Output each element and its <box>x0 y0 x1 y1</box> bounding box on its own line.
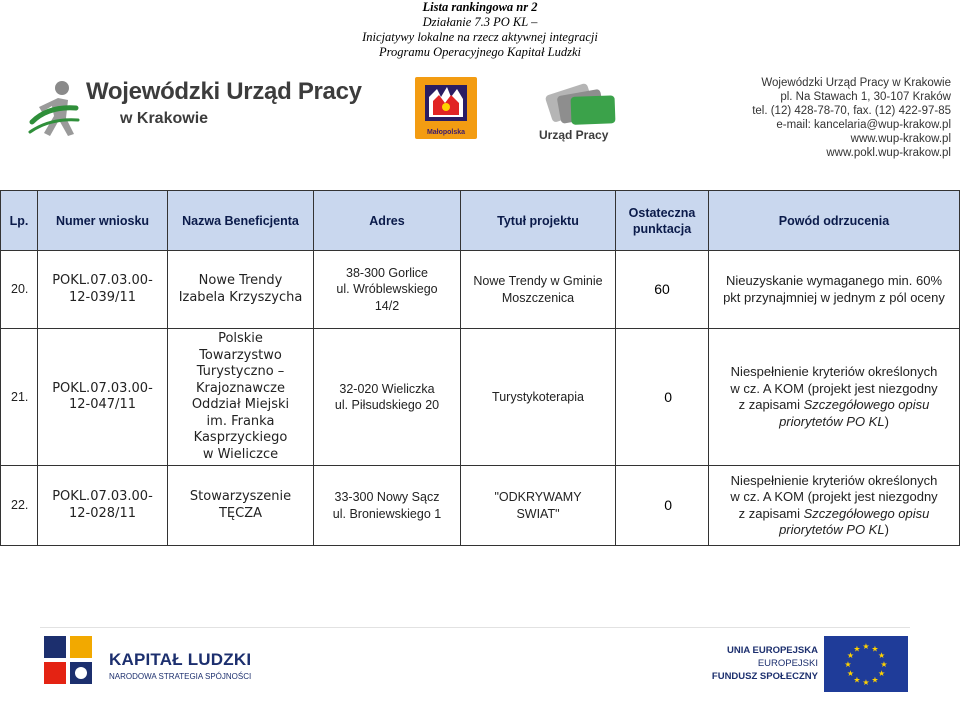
cell-tytul <box>461 251 616 329</box>
cell-text: Stowarzyszenie <box>189 489 292 504</box>
cell-text: POKL.07.03.00- <box>52 380 153 396</box>
malopolska-logo <box>415 77 477 139</box>
col-header-punktacja <box>616 191 709 251</box>
col-header-tytul: Tytuł projektu <box>461 191 616 251</box>
cell-text: 14/2 <box>374 298 400 313</box>
cell-text <box>712 397 956 414</box>
cell-text: 38-300 Gorlice <box>346 265 428 280</box>
kapital-ludzki-subtitle: NARODOWA STRATEGIA SPÓJNOŚCI <box>109 672 252 681</box>
cell-text: Kasprzyckiego <box>193 430 288 445</box>
cell-text: 12-039/11 <box>69 289 136 305</box>
cell-text: 33-300 Nowy Sącz <box>334 490 440 504</box>
cell-text <box>712 506 956 523</box>
measure-subtitle: Inicjatywy lokalne na rzecz aktywnej integracji <box>362 30 598 44</box>
eu-star-icon: ★ <box>862 678 870 687</box>
contact-block <box>691 76 951 160</box>
cell-numer <box>38 466 168 546</box>
cell-text: POKL.07.03.00- <box>52 489 153 504</box>
cell-text: Nowe Trendy <box>198 273 283 288</box>
cell-text: Polskie <box>218 331 263 346</box>
cell-text: Turystykoterapia <box>492 389 584 404</box>
cell-text: w cz. A KOM (projekt jest niezgodny <box>730 380 938 396</box>
measure-label: Działanie 7.3 PO KL – <box>422 15 538 29</box>
cell-text: ul. Piłsudskiego 20 <box>334 398 440 412</box>
cell-text-italic: Szczegółowego opisu <box>803 397 930 412</box>
cell-powod <box>709 251 960 329</box>
cell-text: pkt przynajmniej w jednym z pól oceny <box>723 289 945 305</box>
cell-text: Nowe Trendy w Gminie <box>473 274 603 288</box>
cell-text: im. Franka <box>206 413 275 429</box>
cell-text: 12-028/11 <box>69 505 136 521</box>
cell-text: Towarzystwo <box>199 347 282 363</box>
cell-text: ul. Wróblewskiego <box>336 282 438 297</box>
cell-text: Niespełnienie kryteriów określonych <box>730 472 938 488</box>
cell-text: Oddział Miejski <box>191 397 290 412</box>
wup-logo <box>28 74 378 154</box>
cell-text: ) <box>884 413 889 429</box>
table-row <box>1 329 960 466</box>
contact-address: pl. Na Stawach 1, 30-107 Kraków <box>780 91 951 103</box>
ranking-table <box>0 190 960 546</box>
cell-nazwa <box>168 466 314 546</box>
cell-text: ) <box>884 522 889 537</box>
eu-star-icon: ★ <box>878 651 886 660</box>
eu-flag-icon <box>824 636 908 692</box>
cell-text: z zapisami <box>738 397 804 412</box>
cell-text <box>712 414 956 431</box>
col-header-powod: Powód odrzucenia <box>709 191 960 251</box>
cell-adres <box>314 466 461 546</box>
cell-nazwa <box>168 329 314 466</box>
eu-star-icon: ★ <box>871 644 879 654</box>
cell-text: Niespełnienie kryteriów określonych <box>730 364 938 379</box>
cell-tytul <box>461 466 616 546</box>
eu-star-icon: ★ <box>871 675 879 685</box>
cell-text: Turystyczno – <box>196 364 285 379</box>
cell-text: z zapisami <box>738 505 804 521</box>
cell-punktacja: 60 <box>616 251 709 329</box>
eu-logo <box>708 636 918 692</box>
cell-lp: 21. <box>1 329 38 466</box>
eu-star-icon: ★ <box>846 651 854 660</box>
cell-text-italic: Szczegółowego opisu <box>803 505 930 521</box>
contact-email[interactable]: e-mail: kancelaria@wup-krakow.pl <box>776 119 951 131</box>
wup-name: Wojewódzki Urząd Pracy <box>86 78 362 105</box>
cell-lp: 20. <box>1 251 38 329</box>
document-header <box>300 0 660 60</box>
cell-text: TĘCZA <box>218 505 263 521</box>
cell-text-italic: priorytetów PO KL <box>779 522 885 537</box>
cell-adres <box>314 251 461 329</box>
eu-star-icon: ★ <box>880 660 888 669</box>
cell-text: "ODKRYWAMY <box>494 490 582 504</box>
cell-text: w Wieliczce <box>202 446 279 462</box>
cell-text: w cz. A KOM (projekt jest niezgodny <box>730 489 938 504</box>
running-figure-icon <box>28 78 84 150</box>
eu-stars-icon <box>824 636 908 692</box>
cell-text: SWIAT" <box>516 506 560 521</box>
eu-fund-line2: FUNDUSZ SPOŁECZNY <box>711 671 818 682</box>
cell-text: ul. Broniewskiego 1 <box>332 506 442 521</box>
contact-phone: tel. (12) 428-78-70, fax. (12) 422-97-85 <box>752 105 951 117</box>
urzad-pracy-label: Urząd Pracy <box>539 128 609 142</box>
cell-text: Moszczenica <box>501 290 575 305</box>
wup-city: w Krakowie <box>120 110 209 127</box>
cell-text: Nieuzyskanie wymaganego min. 60% <box>725 273 943 288</box>
cell-text: 12-047/11 <box>69 397 136 412</box>
footer-divider <box>40 627 910 628</box>
eu-star-icon: ★ <box>844 660 852 669</box>
cell-punktacja: 0 <box>616 466 709 546</box>
col-header-lp: Lp. <box>1 191 38 251</box>
col-header-numer: Numer wniosku <box>38 191 168 251</box>
contact-website-pokl[interactable]: www.pokl.wup-krakow.pl <box>826 147 951 159</box>
col-header-adres: Adres <box>314 191 461 251</box>
cell-powod <box>709 466 960 546</box>
list-title: Lista rankingowa nr 2 <box>422 0 538 14</box>
kapital-ludzki-title: KAPITAŁ LUDZKI <box>109 650 252 669</box>
eu-star-icon: ★ <box>853 675 861 685</box>
cell-text: Izabela Krzyszycha <box>178 289 303 305</box>
eu-star-icon: ★ <box>862 642 870 651</box>
cell-adres <box>314 329 461 466</box>
cell-powod <box>709 329 960 466</box>
cell-text: Krajoznawcze <box>195 380 286 396</box>
kapital-ludzki-emblem-icon <box>42 632 104 690</box>
cell-numer <box>38 329 168 466</box>
programme-name: Programu Operacyjnego Kapitał Ludzki <box>379 45 581 59</box>
table-row <box>1 251 960 329</box>
eu-fund-line1: EUROPEJSKI <box>757 658 818 669</box>
cell-text <box>712 522 956 539</box>
eu-star-icon: ★ <box>878 669 886 678</box>
eu-text <box>712 644 818 683</box>
col-header-nazwa: Nazwa Beneficjenta <box>168 191 314 251</box>
eu-star-icon: ★ <box>853 644 861 654</box>
cell-text: POKL.07.03.00- <box>52 273 153 288</box>
cell-lp: 22. <box>1 466 38 546</box>
cell-nazwa <box>168 251 314 329</box>
malopolska-emblem-icon <box>415 77 477 127</box>
cell-tytul <box>461 329 616 466</box>
col-header-punktacja-line1: Ostateczna <box>628 205 696 220</box>
contact-website[interactable]: www.wup-krakow.pl <box>850 133 951 145</box>
contact-institution: Wojewódzki Urząd Pracy w Krakowie <box>761 77 951 89</box>
cell-text: 32-020 Wieliczka <box>339 381 435 396</box>
eu-star-icon: ★ <box>846 669 854 678</box>
cell-punktacja: 0 <box>616 329 709 466</box>
kapital-ludzki-logo <box>42 632 282 692</box>
eu-name: UNIA EUROPEJSKA <box>727 645 818 656</box>
cell-numer <box>38 251 168 329</box>
stacked-cards-icon <box>535 78 655 130</box>
table-row <box>1 466 960 546</box>
malopolska-label: Małopolska <box>426 129 466 136</box>
table-header-row <box>1 191 960 251</box>
col-header-punktacja-line2: punktacja <box>632 221 692 236</box>
cell-text-italic: priorytetów PO KL <box>779 413 885 429</box>
urzad-pracy-logo <box>535 78 655 148</box>
